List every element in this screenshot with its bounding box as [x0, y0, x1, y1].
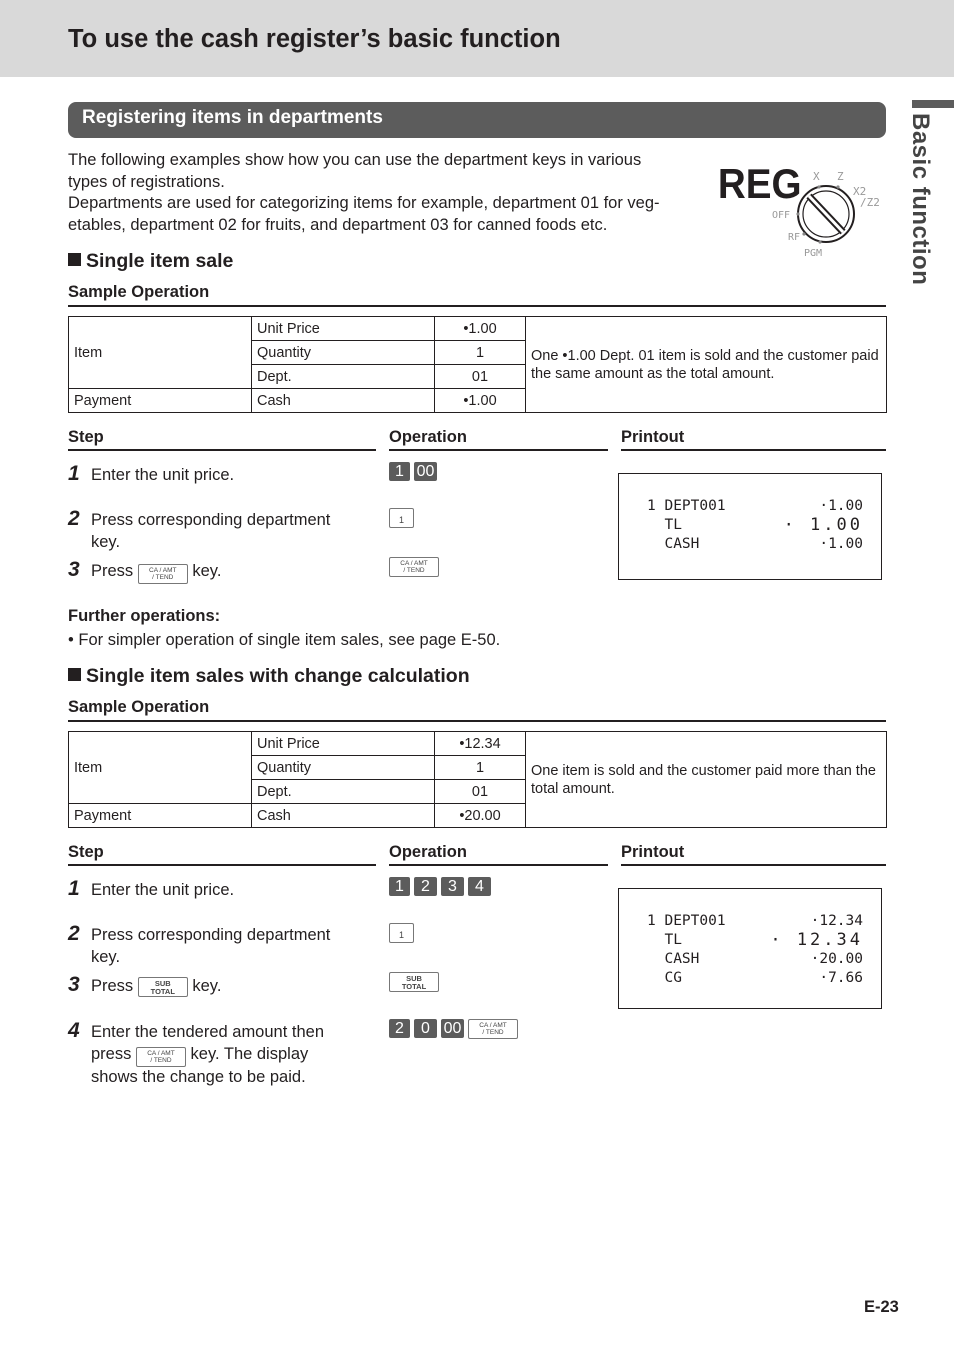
dial-off-label: OFF: [772, 210, 791, 221]
printout-line: TL · 12.34: [647, 930, 863, 950]
page-number: E-23: [864, 1298, 899, 1316]
printout-line: CG ·7.66: [647, 970, 863, 986]
printout-line: CASH ·20.00: [647, 951, 863, 967]
key-2: 2: [389, 1019, 410, 1038]
section1-heading: Single item sale: [68, 250, 233, 273]
step-text: Enter the tendered amount then press CA / AMT / TEND key. The display shows the change to be paid.: [91, 1023, 324, 1086]
key-3: 3: [441, 877, 464, 896]
dial-z2-label: /Z2: [860, 196, 880, 209]
dial-z-label: Z: [837, 170, 844, 183]
table-cell: Payment: [69, 804, 252, 828]
operation-column-header: Operation: [389, 428, 608, 451]
dial-pgm-label: PGM: [804, 248, 823, 259]
mode-label: REG: [717, 159, 802, 208]
key-00: 00: [441, 1019, 464, 1038]
ca-amt-tend-key: CA / AMT / TEND: [468, 1019, 518, 1039]
operation-column-header: Operation: [389, 843, 608, 866]
step-column-header: Step: [68, 843, 376, 866]
operation-keys: [389, 972, 439, 992]
bullet-square-icon: [68, 668, 81, 681]
step-column-header: Step: [68, 428, 376, 451]
side-tab-marker: [912, 100, 954, 108]
table-cell: Quantity: [252, 756, 435, 780]
key-1: 1: [389, 462, 410, 481]
sub-total-key: SUB TOTAL: [389, 972, 439, 992]
intro-line: etables, department 02 for fruits, and department 03 for canned foods etc.: [68, 215, 608, 234]
section-title-bar: [68, 102, 886, 138]
table-cell: Quantity: [252, 341, 435, 365]
page-header: [0, 0, 954, 77]
printout-line: CASH ·1.00: [647, 536, 863, 552]
intro-line: types of registrations.: [68, 172, 225, 191]
table-cell: 1: [435, 341, 526, 365]
ca-amt-tend-key: CA / AMT / TEND: [138, 564, 188, 584]
section2-printout: [618, 888, 882, 1009]
step-text: Press corresponding department key.: [91, 511, 331, 551]
reg-mode-dial-icon: [716, 158, 886, 262]
table-cell: Dept.: [252, 365, 435, 389]
printout-column-header: Printout: [621, 843, 886, 866]
table-cell: •1.00: [435, 389, 526, 413]
table-cell: Item: [69, 732, 252, 804]
table-cell: 01: [435, 365, 526, 389]
table-description: One item is sold and the customer paid more than the total amount.: [526, 732, 887, 828]
ca-amt-tend-key: CA / AMT / TEND: [136, 1047, 186, 1067]
printout-line: 1 DEPT001 ·1.00: [647, 498, 863, 514]
key-4: 4: [468, 877, 491, 896]
step-text: Press SUB TOTAL key.: [91, 977, 222, 996]
step-text: Enter the unit price.: [91, 881, 235, 899]
dial-x-label: X: [813, 170, 820, 183]
table-cell: Cash: [252, 389, 435, 413]
step-number: 1: [68, 462, 80, 485]
table-cell: •1.00: [435, 317, 526, 341]
bullet-square-icon: [68, 253, 81, 266]
intro-line: Departments are used for categorizing items for example, department 01 for veg-: [68, 194, 660, 212]
step-number: 3: [68, 558, 80, 581]
section2-sample-operation-label: Sample Operation: [68, 698, 886, 722]
key-2: 2: [414, 877, 437, 896]
table-cell: 01: [435, 780, 526, 804]
table-cell: Unit Price: [252, 732, 435, 756]
table-cell: •20.00: [435, 804, 526, 828]
section1-sample-operation-label: Sample Operation: [68, 283, 886, 307]
dial-rf-label: RF: [788, 232, 801, 243]
step-text: Enter the unit price.: [91, 466, 235, 484]
intro-line: The following examples show how you can use the department keys in various: [68, 151, 642, 169]
dept-1-key: 1: [389, 508, 414, 528]
key-1: 1: [389, 877, 410, 896]
section2-sample-table: [68, 731, 887, 828]
table-cell: Payment: [69, 389, 252, 413]
step-number: 2: [68, 507, 80, 530]
section2-heading: Single item sales with change calculation: [68, 665, 470, 688]
ca-amt-tend-key: CA / AMT / TEND: [389, 557, 439, 577]
printout-line: 1 DEPT001 ·12.34: [647, 913, 863, 929]
step-text: Press corresponding department key.: [91, 926, 331, 966]
section1-printout: [618, 473, 882, 580]
side-tab-label: Basic function: [907, 113, 934, 286]
dept-1-key: 1: [389, 923, 414, 943]
step-number: 1: [68, 877, 80, 900]
operation-keys: [389, 923, 414, 943]
operation-keys: [389, 508, 414, 528]
section-title: Registering items in departments: [82, 107, 383, 128]
sub-total-key: SUB TOTAL: [138, 977, 188, 997]
operation-keys: [389, 877, 495, 896]
table-cell: 1: [435, 756, 526, 780]
printout-line: TL · 1.00: [647, 515, 863, 535]
key-00: 00: [414, 462, 437, 481]
section1-sample-table: [68, 316, 887, 413]
table-cell: Item: [69, 317, 252, 389]
intro-paragraph: [68, 150, 708, 236]
table-cell: Dept.: [252, 780, 435, 804]
step-number: 2: [68, 922, 80, 945]
step-number: 3: [68, 973, 80, 996]
key-0: 0: [414, 1019, 437, 1038]
table-description: One •1.00 Dept. 01 item is sold and the customer paid the same amount as the total amount.: [526, 317, 887, 413]
table-cell: •12.34: [435, 732, 526, 756]
operation-keys: [389, 1019, 518, 1039]
operation-keys: [389, 557, 439, 577]
printout-column-header: Printout: [621, 428, 886, 451]
table-cell: Cash: [252, 804, 435, 828]
further-operations-title: Further operations:: [68, 607, 221, 625]
table-cell: Unit Price: [252, 317, 435, 341]
step-text: Press CA / AMT / TEND key.: [91, 561, 221, 584]
step-number: 4: [68, 1019, 80, 1042]
page-title: To use the cash register’s basic function: [68, 25, 561, 53]
dial-x2-label: X2: [853, 185, 867, 198]
operation-keys: [389, 462, 441, 481]
side-tab: [906, 113, 936, 286]
further-operations-text: • For simpler operation of single item sales, see page E-50.: [68, 631, 501, 649]
